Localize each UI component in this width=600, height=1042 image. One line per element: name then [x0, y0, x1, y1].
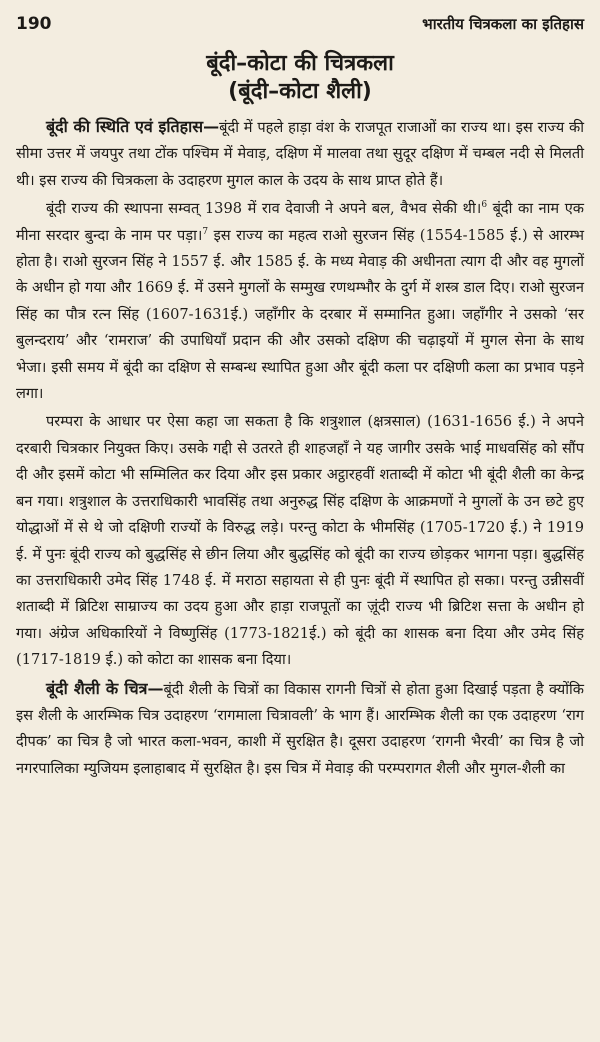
chapter-subtitle: (बूंदी–कोटा शैली) [228, 79, 372, 104]
chapter-heading [16, 50, 584, 106]
running-title: भारतीय चित्रकला का इतिहास [422, 15, 584, 33]
page-header [16, 14, 584, 42]
paragraph-succession [16, 409, 584, 673]
footnote-marker: 6 [481, 200, 488, 211]
footnote-marker: 7 [202, 226, 209, 237]
paragraph-text: इस राज्य का महत्व राओ सुरजन सिंह (1554-1585 ई.) से आरम्भ होता है। राओ सुरजन सिंह ने 1557 ई. और 1585 ई. के मध्य मेवाड़ की अधीनता त्याग दी और वह मुगलों के अधीन हो गया और 1669 ई. में उसने मुगलों के सम्मुख रणथम्भौर के दुर्ग में शस्त्र डाल दिए। राओ सुरजन सिंह का पौत्र रत्न सिंह (1607-1631ई.) जहाँगीर के दरबार में सम्मानित हुआ। जहाँगीर ने उसको ‘सर बुलन्दराय’ और ‘रामराज’ की उपाधियाँ प्रदान की और उसको दक्षिण की चढ़ाइयों में मुगल सेना के साथ भेजा। इसी समय में बूंदी का दक्षिण से सम्बन्ध स्थापित हुआ और बूंदी कला पर दक्षिणी कला का प्रभाव पड़ने लगा। [16, 226, 584, 403]
paragraph-text: परम्परा के आधार पर ऐसा कहा जा सकता है कि शत्रुशाल (क्षत्रसाल) (1631-1656 ई.) ने अपने दरबारी चित्रकार नियुक्त किए। उसके गद्दी से उतरते ही शाहजहाँ ने यह जागीर उसके भाई माधवसिंह को सौंप दी और इसमें कोटा भी सम्मिलित कर दिया और इस प्रकार अट्ठारहवीं शताब्दी में कोटा भी बूंदी शैली का केन्द्र बन गया। शत्रुशाल के उत्तराधिकारी भावसिंह तथा अनुरुद्ध सिंह दक्षिण के आक्रमणों ने मुगलों के उन छटे हुए योद्धाओं में से थे जो दक्षिणी राज्यों के विरुद्ध लड़े। परन्तु कोटा के भीमसिंह (1705-1720 ई.) ने 1919 ई. में पुनः बूंदी राज्य को बुद्धसिंह से छीन लिया और बुद्धसिंह को बूंदी का राज्य छोड़कर भागना पड़ा। बुद्धसिंह का उत्तराधिकारी उमेद सिंह 1748 ई. में मराठा सहायता से ही पुनः बूंदी में स्थापित हो सका। परन्तु उन्नीसवीं शताब्दी में ब्रिटिश साम्राज्य का उदय हुआ और हाड़ा राजपूतों का ज़ूंदी राज्य भी ब्रिटिश सत्ता के अधीन हो गया। अंग्रेज अधिकारियों ने विष्णुसिंह (1773-1821ई.) को बूंदी का शासक बना दिया और उमेद सिंह (1717-1819 ई.) को कोटा का शासक बना दिया। [16, 413, 584, 669]
paragraph-bundi-paintings [16, 676, 584, 783]
paragraph-text: बूंदी शैली के चित्रों का विकास रागनी चित्रों से होता हुआ दिखाई पड़ता है क्योंकि इस शैली के आरम्भिक चित्र उदाहरण ‘रागमाला चित्रावली’ के भाग हैं। आरम्भिक शैली का एक उदाहरण ‘राग दीपक’ का चित्र है जो भारत कला-भवन, काशी में सुरक्षित है। दूसरा उदाहरण ‘रागनी भैरवी’ का चित्र है जो नगरपालिका म्युजियम इलाहाबाद में सुरक्षित है। इस चित्र में मेवाड़ की परम्परागत शैली और मुगल-शैली का [16, 680, 584, 777]
section-heading-location-history: बूंदी की स्थिति एवं इतिहास— [46, 117, 220, 136]
paragraph-text: बूंदी राज्य की स्थापना सम्वत् 1398 में राव देवाजी ने अपने बल, वैभव सेकी थी। [46, 200, 482, 218]
page-number: 190 [16, 14, 52, 34]
paragraph-text: बूंदी में पहले हाड़ा वंश के राजपूत राजाओं का राज्य था। इस राज्य की सीमा उत्तर में जयपुर तथा टोंक पश्चिम में मेवाड़, दक्षिण में मालवा तथा सुदूर दक्षिण में चम्बल नदी से मिलती थी। इस राज्य की चित्रकला के उदाहरण मुगल काल के उदय के साथ प्राप्त होते हैं। [16, 119, 584, 189]
section-heading-bundi-paintings: बूंदी शैली के चित्र— [46, 678, 164, 698]
chapter-title: बूंदी–कोटा की चित्रकला [206, 51, 394, 76]
paragraph-founding [16, 196, 584, 407]
body-text [16, 114, 584, 782]
paragraph-location-history [16, 114, 584, 194]
paragraph-text: बूंदी का नाम एक मीना सरदार बुन्दा के नाम पर पड़ा। [16, 200, 584, 244]
